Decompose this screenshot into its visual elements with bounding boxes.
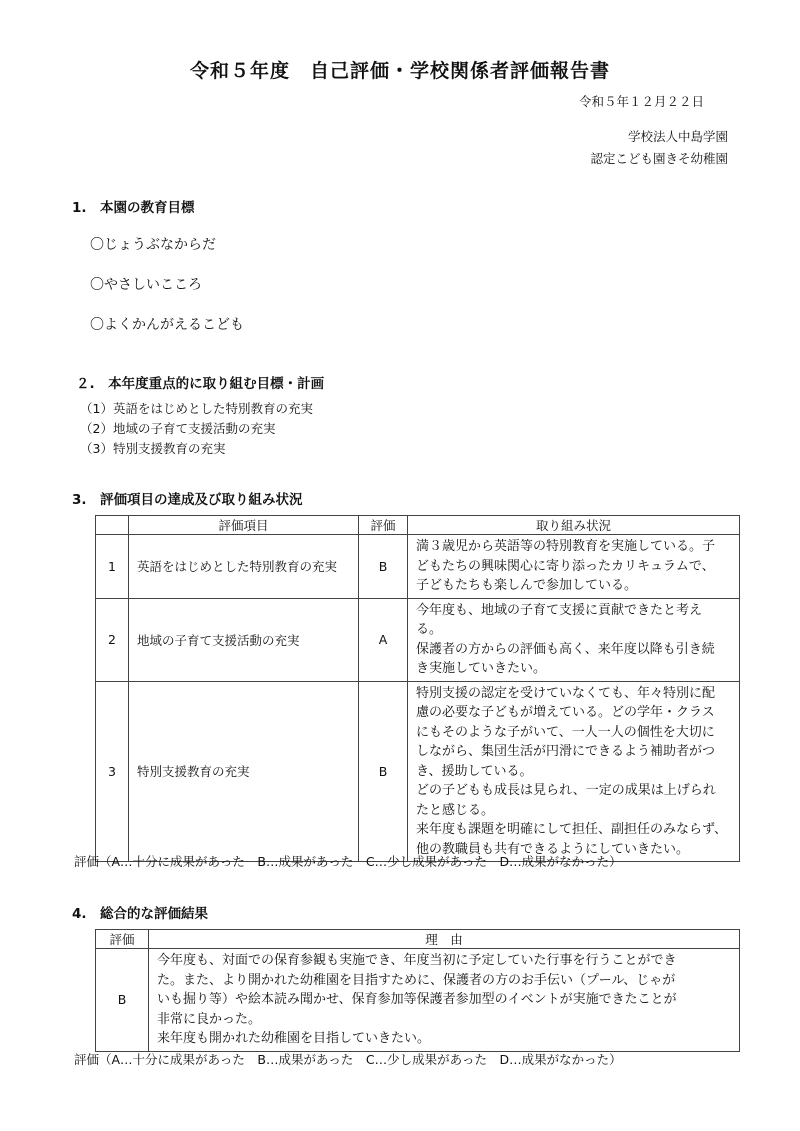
overall-table — [95, 929, 740, 1052]
reason-line: 来年度も開かれた幼稚園を目指していきたい。 — [157, 1031, 431, 1046]
table-row — [96, 949, 740, 1052]
row-item: 英語をはじめとした特別教育の充実 — [129, 535, 359, 599]
evaluation-table — [95, 515, 740, 862]
row-eval: A — [359, 598, 408, 681]
status-line: き、援助している。 — [416, 763, 533, 779]
header-status: 取り組み状況 — [408, 516, 740, 535]
status-line: 特別支援の認定を受けていなくても、年々特別に配 — [416, 685, 716, 701]
table-header-row — [96, 516, 740, 535]
status-line: 来年度も課題を明確にして担任、副担任のみならず、他の教職員も共有できるようにしていきたい。 — [416, 822, 727, 857]
plan-item: （3）特別支援教育の充実 — [80, 441, 226, 456]
row-eval: B — [359, 535, 408, 599]
status-line: しながら、集団生活が円滑にできるよう補助者がつ — [416, 744, 716, 759]
table-row — [96, 681, 740, 862]
status-line: 子どもたちも楽しんで参加している。 — [416, 578, 638, 593]
section2-heading: ２. 本年度重点的に取り組む目標・計画 — [76, 376, 325, 392]
goal-item: 〇やさしいこころ — [90, 277, 202, 293]
organization — [590, 126, 728, 170]
plan-item: （1）英語をはじめとした特別教育の充実 — [80, 401, 313, 416]
reason-line: いも掘り等）や絵本読み聞かせ、保育参加等保護者参加型のイベントが実施できたことが — [157, 992, 677, 1007]
header-eval: 評価 — [96, 930, 149, 949]
status-line: き実施していきたい。 — [416, 661, 547, 676]
table-row — [96, 535, 740, 599]
header-eval: 評価 — [359, 516, 408, 535]
plan-list — [80, 399, 313, 459]
status-line: 満３歳児から英語等の特別教育を実施している。子 — [416, 539, 716, 554]
row-status — [408, 598, 740, 681]
row-num: 3 — [96, 681, 129, 862]
row-num: 1 — [96, 535, 129, 599]
status-line: たと感じる。 — [416, 802, 495, 818]
status-line: 保護者の方からの評価も高く、来年度以降も引き続 — [416, 641, 715, 657]
document-title: 令和５年度 自己評価・学校関係者評価報告書 — [189, 60, 610, 82]
section3-heading: 3. 評価項目の達成及び取り組み状況 — [72, 492, 303, 508]
header-item: 評価項目 — [129, 516, 359, 535]
reason-line: 今年度も、対面での保育参観も実施でき、年度当初に予定していた行事を行うことができ — [157, 953, 677, 968]
school-name: 認定こども園きそ幼稚園 — [590, 151, 728, 166]
corporation-name: 学校法人中島学園 — [627, 129, 728, 144]
row-eval: B — [359, 681, 408, 862]
evaluation-legend: 評価（A…十分に成果があった B…成果があった C…少し成果があった D…成果がなかった） — [74, 854, 622, 869]
goal-item: 〇よくかんがえるこども — [90, 317, 244, 333]
goal-item: 〇じょうぶなからだ — [90, 237, 216, 253]
report-date: 令和５年１２月２２日 — [578, 94, 704, 109]
row-status — [408, 681, 740, 862]
row-item: 特別支援教育の充実 — [129, 681, 359, 862]
status-line: る。 — [416, 622, 443, 637]
header-num — [96, 516, 129, 535]
reason-line: た。また、より開かれた幼稚園を目指すために、保護者の方のお手伝い（プール、じゃが — [157, 972, 676, 988]
reason-line: 非常に良かった。 — [157, 1011, 262, 1027]
header-reason: 理 由 — [149, 930, 740, 949]
overall-eval: B — [96, 949, 149, 1052]
status-line: 今年度も、地域の子育て支援に貢献できたと考え — [416, 602, 703, 618]
row-status — [408, 535, 740, 599]
overall-reason — [149, 949, 740, 1052]
row-num: 2 — [96, 598, 129, 681]
table-row — [96, 598, 740, 681]
row-item: 地域の子育て支援活動の充実 — [129, 598, 359, 681]
status-line: どの子どもも成長は見られ、一定の成果は上げられ — [416, 783, 716, 798]
status-line: 慮の必要な子どもが増えている。どの学年・クラス — [416, 705, 715, 720]
section4-heading: 4. 総合的な評価結果 — [72, 906, 209, 922]
status-line: どもたちの興味関心に寄り添ったカリキュラムで、 — [416, 558, 715, 574]
evaluation-legend: 評価（A…十分に成果があった B…成果があった C…少し成果があった D…成果がなかった） — [74, 1052, 622, 1067]
plan-item: （2）地域の子育て支援活動の充実 — [80, 421, 276, 436]
status-line: にもそのような子がいて、一人一人の個性を大切に — [416, 724, 715, 740]
table-header-row — [96, 930, 740, 949]
section1-heading: 1. 本園の教育目標 — [72, 200, 195, 216]
